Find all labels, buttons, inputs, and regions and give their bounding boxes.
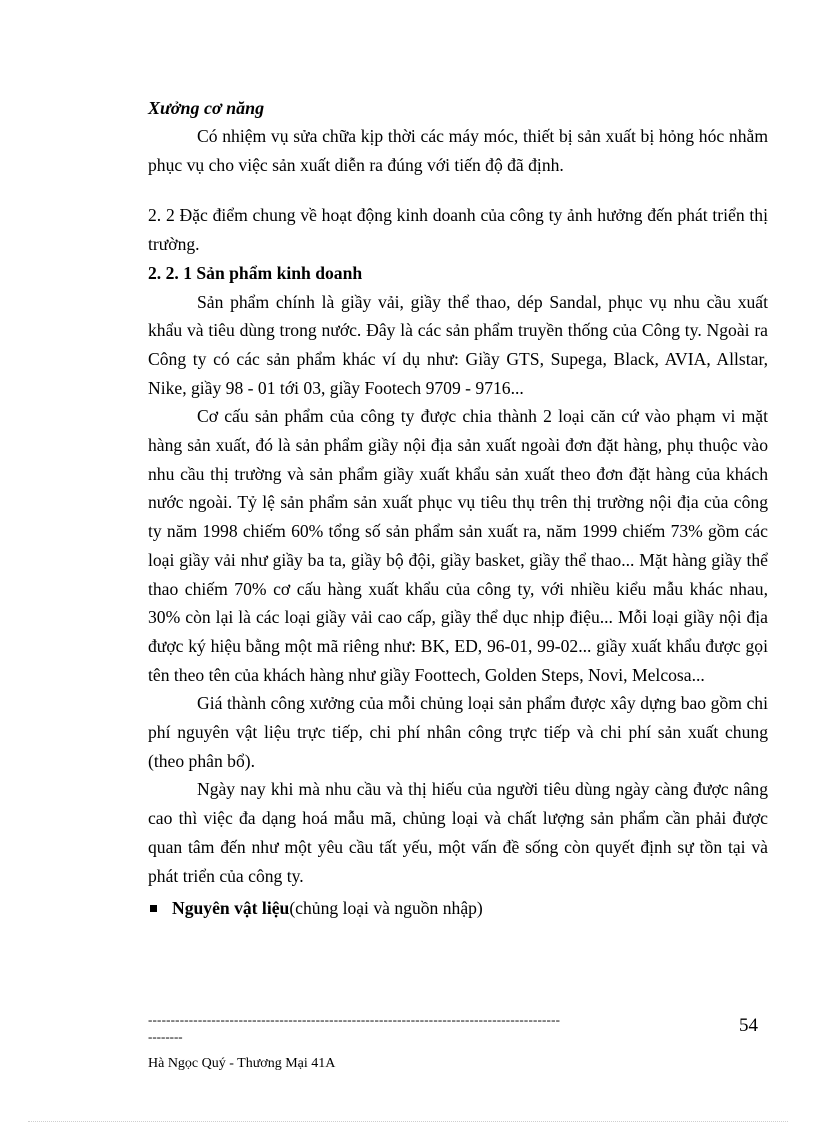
page-number: 54 <box>739 1015 758 1036</box>
paragraph-diversification: Ngày nay khi mà nhu cầu và thị hiếu của người tiêu dùng ngày càng được nâng cao thì việc đa dạng hoá mẫu mã, chủng loại và chất lượng sản phẩm cần phải được quan tâm đến như một yêu cầu tất yếu, một vấn đề sống còn quyết định sự tồn tại và phát triển của công ty. <box>148 779 768 886</box>
subsection-title: 2. 2. 1 Sản phẩm kinh doanh <box>148 262 363 283</box>
footer-author: Hà Ngọc Quý - Thương Mại 41A <box>148 1056 336 1071</box>
paragraph-structure: Cơ cấu sản phẩm của công ty được chia thành 2 loại căn cứ vào phạm vi mặt hàng sản xuất, đó là sản phẩm giầy nội địa sản xuất ngoài đơn đặt hàng, phụ thuộc vào nhu cầu thị trường và sản phẩm giầy xuất khẩu sản xuất theo đơn đặt hàng của khách nước ngoài. Tỷ lệ sản phẩm sản xuất phục vụ tiêu thụ trên thị trường nội địa của công ty năm 1998 chiếm 60% tổng số sản phẩm sản xuất ra, năm 1999 chiếm 73% gồm các loại giầy vải như giầy ba ta, giầy bộ đội, giầy basket, giầy thể thao... Mặt hàng giầy thể thao chiếm 70% cơ cấu hàng xuất khẩu của công ty, với nhiều kiểu mẫu khác nhau, 30% còn lại là các loại giầy vải cao cấp, giầy thể dục nhịp điệu... Mỗi loại giầy nội địa được ký hiệu bằng một mã riêng như: BK, ED, 96-01, 99-02... giầy xuất khẩu được gọi tên theo tên của khách hàng như giầy Foottech, Golden Steps, Novi, Melcosa... <box>148 406 768 685</box>
footer-separator-continuation: -------- <box>148 1029 183 1044</box>
bullet-rest-text: (chủng loại và nguồn nhập) <box>289 898 483 919</box>
page-footer <box>148 1013 768 1072</box>
square-bullet-icon <box>150 905 157 912</box>
heading-workshop: Xưởng cơ năng <box>148 98 265 118</box>
page-bottom-edge <box>28 1121 788 1122</box>
paragraph-products: Sản phẩm chính là giầy vải, giầy thể thao, dép Sandal, phục vụ nhu cầu xuất khẩu và tiêu dùng trong nước. Đây là các sản phẩm truyền thống của Công ty. Ngoài ra Công ty có các sản phẩm khác ví dụ như: Giầy GTS, Supega, Black, AVIA, Allstar, Nike, giầy 98 - 01 tới 03, giầy Footech 9709 - 9716... <box>148 291 768 398</box>
bullet-item-materials <box>148 894 768 923</box>
page-body <box>148 94 768 923</box>
spacer <box>148 179 768 201</box>
bullet-strong-text: Nguyên vật liệu <box>172 898 290 919</box>
paragraph-workshop: Có nhiệm vụ sửa chữa kịp thời các máy móc, thiết bị sản xuất bị hỏng hóc nhằm phục vụ cho việc sản xuất diễn ra đúng với tiến độ đã định. <box>148 126 768 175</box>
paragraph-cost: Giá thành công xưởng của mỗi chủng loại sản phẩm được xây dựng bao gồm chi phí nguyên vật liệu trực tiếp, chi phí nhân công trực tiếp và chi phí sản xuất chung (theo phân bổ). <box>148 693 768 771</box>
section-title: 2. 2 Đặc điểm chung về hoạt động kinh doanh của công ty ảnh hưởng đến phát triển thị trường. <box>148 205 768 255</box>
footer-separator: ------------------------------------------------------------------------------------------- <box>148 1013 561 1027</box>
